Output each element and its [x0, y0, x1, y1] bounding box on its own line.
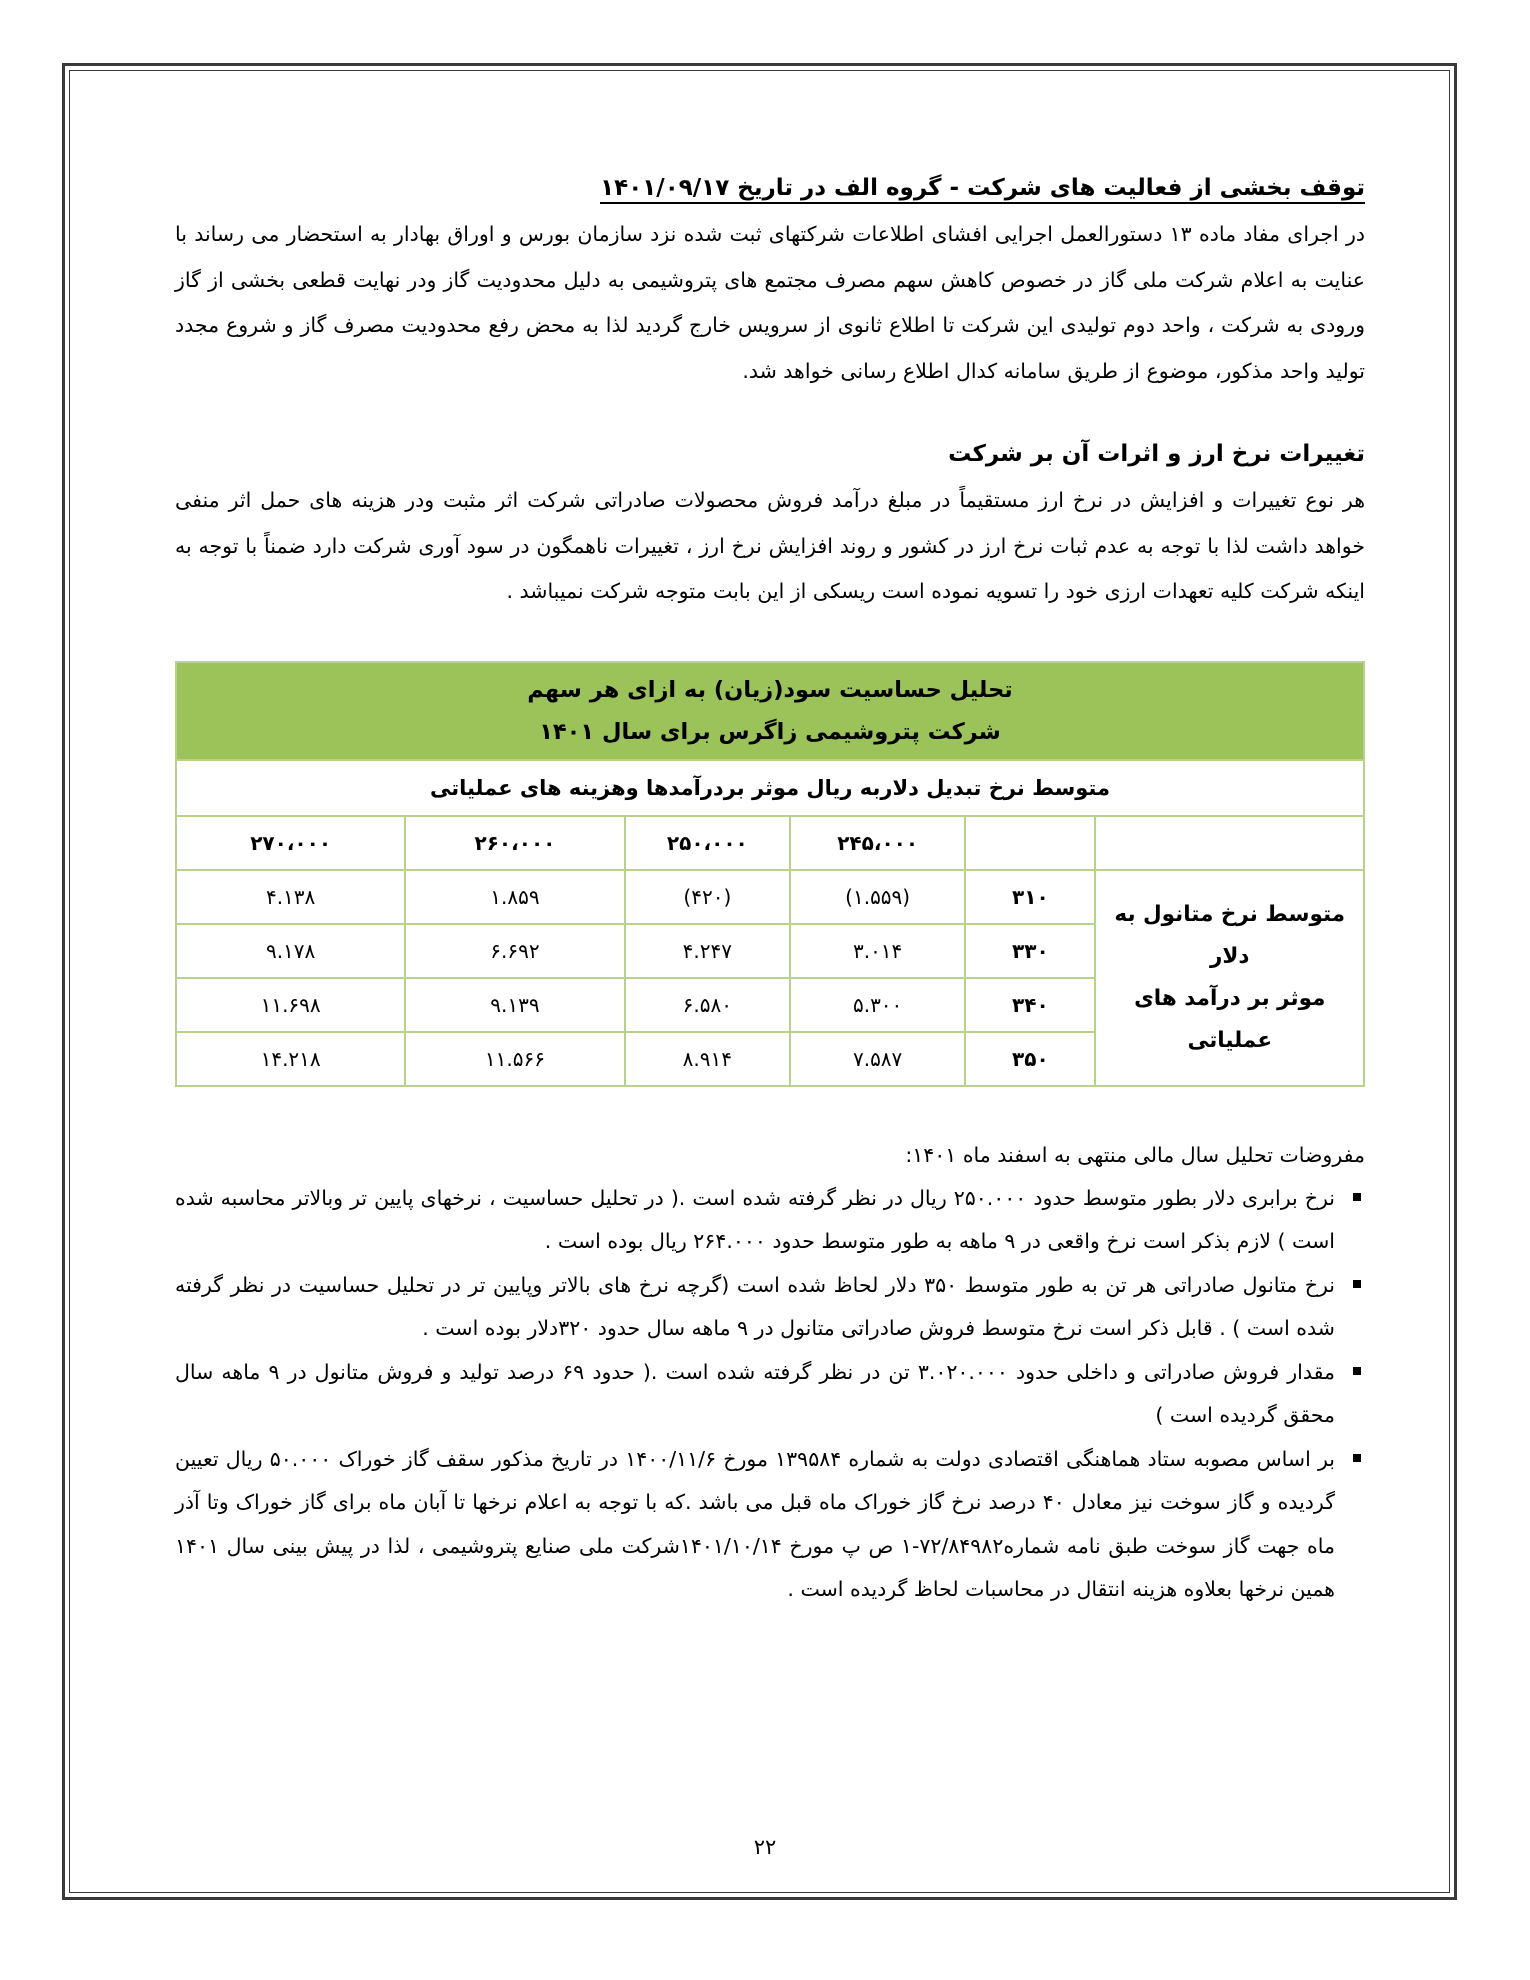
table-cell: ۱۱.۶۹۸: [176, 978, 405, 1032]
section-title-fx-changes: تغییرات نرخ ارز و اثرات آن بر شرکت: [948, 441, 1365, 467]
table-header-empty-rate: [965, 816, 1095, 870]
sensitivity-table: [175, 661, 1365, 1087]
bullet-icon: [1353, 1193, 1361, 1201]
methanol-rate: ۳۴۰: [965, 978, 1095, 1032]
row-group-label-line-1: متوسط نرخ متانول به دلار: [1114, 901, 1346, 969]
assumptions-list: [175, 1177, 1365, 1612]
page-number: ۲۲: [753, 1835, 777, 1859]
table-col-header: ۲۶۰،۰۰۰: [405, 816, 624, 870]
list-item: [175, 1177, 1365, 1264]
table-col-header: ۲۷۰،۰۰۰: [176, 816, 405, 870]
table-col-header: ۲۵۰،۰۰۰: [625, 816, 790, 870]
table-header-row: [176, 816, 1364, 870]
table-cell: ۳.۰۱۴: [790, 924, 965, 978]
list-item-text: نرخ برابری دلار بطور متوسط حدود ۲۵۰.۰۰۰ ریال در نظر گرفته شده است .( در تحلیل حساسیت ، نرخهای پایین تر وبالاتر محاسبه شده است ) لازم بذکر است نرخ واقعی در ۹ ماهه به طور متوسط حدود ۲۶۴.۰۰۰ ریال بوده است .: [175, 1185, 1335, 1253]
table-cell: ۹.۱۷۸: [176, 924, 405, 978]
row-group-label-line-2: موثر بر درآمد های عملیاتی: [1134, 985, 1326, 1053]
table-cell: ۴.۱۳۸: [176, 870, 405, 924]
list-item: [175, 1351, 1365, 1438]
methanol-rate: ۳۵۰: [965, 1032, 1095, 1086]
section-paragraph-production-halt: در اجرای مفاد ماده ۱۳ دستورالعمل اجرایی افشای اطلاعات شرکتهای ثبت شده نزد سازمان بورس و اوراق بهادار به استحضار می رساند با عنایت به اعلام شرکت ملی گاز در خصوص کاهش سهم مصرف مجتمع های پتروشیمی به دلیل محدودیت گاز ودر نهایت قطعی بخشی از گاز ورودی به شرکت ، واحد دوم تولیدی این شرکت تا اطلاع ثانوی از سرویس خارج گردید لذا به محض رفع محدودیت مصرف گاز و شروع مجدد تولید واحد مذکور، موضوع از طریق سامانه کدال اطلاع رسانی خواهد شد.: [175, 222, 1365, 383]
table-cell: ۶.۵۸۰: [625, 978, 790, 1032]
table-title-line-2: شرکت پتروشیمی زاگرس برای سال ۱۴۰۱: [539, 718, 1001, 745]
list-item-text: مقدار فروش صادراتی و داخلی حدود ۳.۰۲۰.۰۰۰ تن در نظر گرفته شده است .( حدود ۶۹ درصد تولید و فروش متانول در ۹ ماهه سال محقق گردیده است ): [175, 1359, 1335, 1427]
table-cell: ۴.۲۴۷: [625, 924, 790, 978]
table-subtitle: متوسط نرخ تبدیل دلاربه ریال موثر بردرآمدها وهزینه های عملیاتی: [176, 760, 1364, 816]
table-cell: ۶.۶۹۲: [405, 924, 624, 978]
methanol-rate: ۳۳۰: [965, 924, 1095, 978]
table-cell: ۵.۳۰۰: [790, 978, 965, 1032]
table-header-empty-label: [1095, 816, 1364, 870]
list-item: [175, 1438, 1365, 1612]
table-cell: ۷.۵۸۷: [790, 1032, 965, 1086]
bullet-icon: [1353, 1280, 1361, 1288]
table-cell: (۱.۵۵۹): [790, 870, 965, 924]
table-cell: ۹.۱۳۹: [405, 978, 624, 1032]
list-item: [175, 1264, 1365, 1351]
table-cell: ۱۴.۲۱۸: [176, 1032, 405, 1086]
table-title: [176, 662, 1364, 760]
list-item-text: بر اساس مصوبه ستاد هماهنگی اقتصادی دولت به شماره ۱۳۹۵۸۴ مورخ ۱۴۰۰/۱۱/۶ در تاریخ مذکور سقف گاز خوراک ۵۰.۰۰۰ ریال تعیین گردیده و گاز سوخت نیز معادل ۴۰ درصد نرخ گاز خوراک ماه قبل می باشد .که با توجه به اعلام نرخها تا آبان ماه برای گاز خوراک وتا آذر ماه جهت گاز سوخت طبق نامه شماره۷۲/۸۴۹۸۲-۱ ص پ مورخ ۱۴۰۱/۱۰/۱۴شرکت ملی صنایع پتروشیمی ، لذا در پیش بینی سال ۱۴۰۱ همین نرخها بعلاوه هزینه انتقال در محاسبات لحاظ گردیده است .: [175, 1446, 1335, 1601]
table-title-line-1: تحلیل حساسیت سود(زیان) به ازای هر سهم: [527, 676, 1013, 703]
bullet-icon: [1353, 1367, 1361, 1375]
assumptions-intro: مفروضات تحلیل سال مالی منتهی به اسفند ماه ۱۴۰۱:: [905, 1142, 1365, 1167]
section-paragraph-fx-changes: هر نوع تغییرات و افزایش در نرخ ارز مستقیماً در مبلغ درآمد فروش محصولات صادراتی شرکت اثر مثبت ودر هزینه های حمل اثر منفی خواهد داشت لذا با توجه به عدم ثبات نرخ ارز در کشور و روند افزایش نرخ ارز ، تغییرات ناهمگون در سود آوری شرکت دارد ضمناً با توجه به اینکه شرکت کلیه تعهدات ارزی خود را تسویه نموده است ریسکی از این بابت متوجه شرکت نمیباشد .: [175, 488, 1365, 603]
row-group-label: [1095, 870, 1364, 1086]
table-row: [176, 870, 1364, 924]
table-cell: ۱۱.۵۶۶: [405, 1032, 624, 1086]
bullet-icon: [1353, 1454, 1361, 1462]
table-cell: (۴۲۰): [625, 870, 790, 924]
document-page: [175, 170, 1365, 1612]
methanol-rate: ۳۱۰: [965, 870, 1095, 924]
table-cell: ۱.۸۵۹: [405, 870, 624, 924]
table-cell: ۸.۹۱۴: [625, 1032, 790, 1086]
table-col-header: ۲۴۵،۰۰۰: [790, 816, 965, 870]
list-item-text: نرخ متانول صادراتی هر تن به طور متوسط ۳۵۰ دلار لحاظ شده است (گرچه نرخ های بالاتر وپایین تر در تحلیل حساسیت در نظر گرفته شده است ) . قابل ذکر است نرخ متوسط فروش صادراتی متانول در ۹ ماهه سال حدود ۳۲۰دلار بوده است .: [175, 1272, 1335, 1340]
section-title-production-halt: توقف بخشی از فعالیت های شرکت - گروه الف در تاریخ ۱۴۰۱/۰۹/۱۷: [175, 170, 1365, 206]
